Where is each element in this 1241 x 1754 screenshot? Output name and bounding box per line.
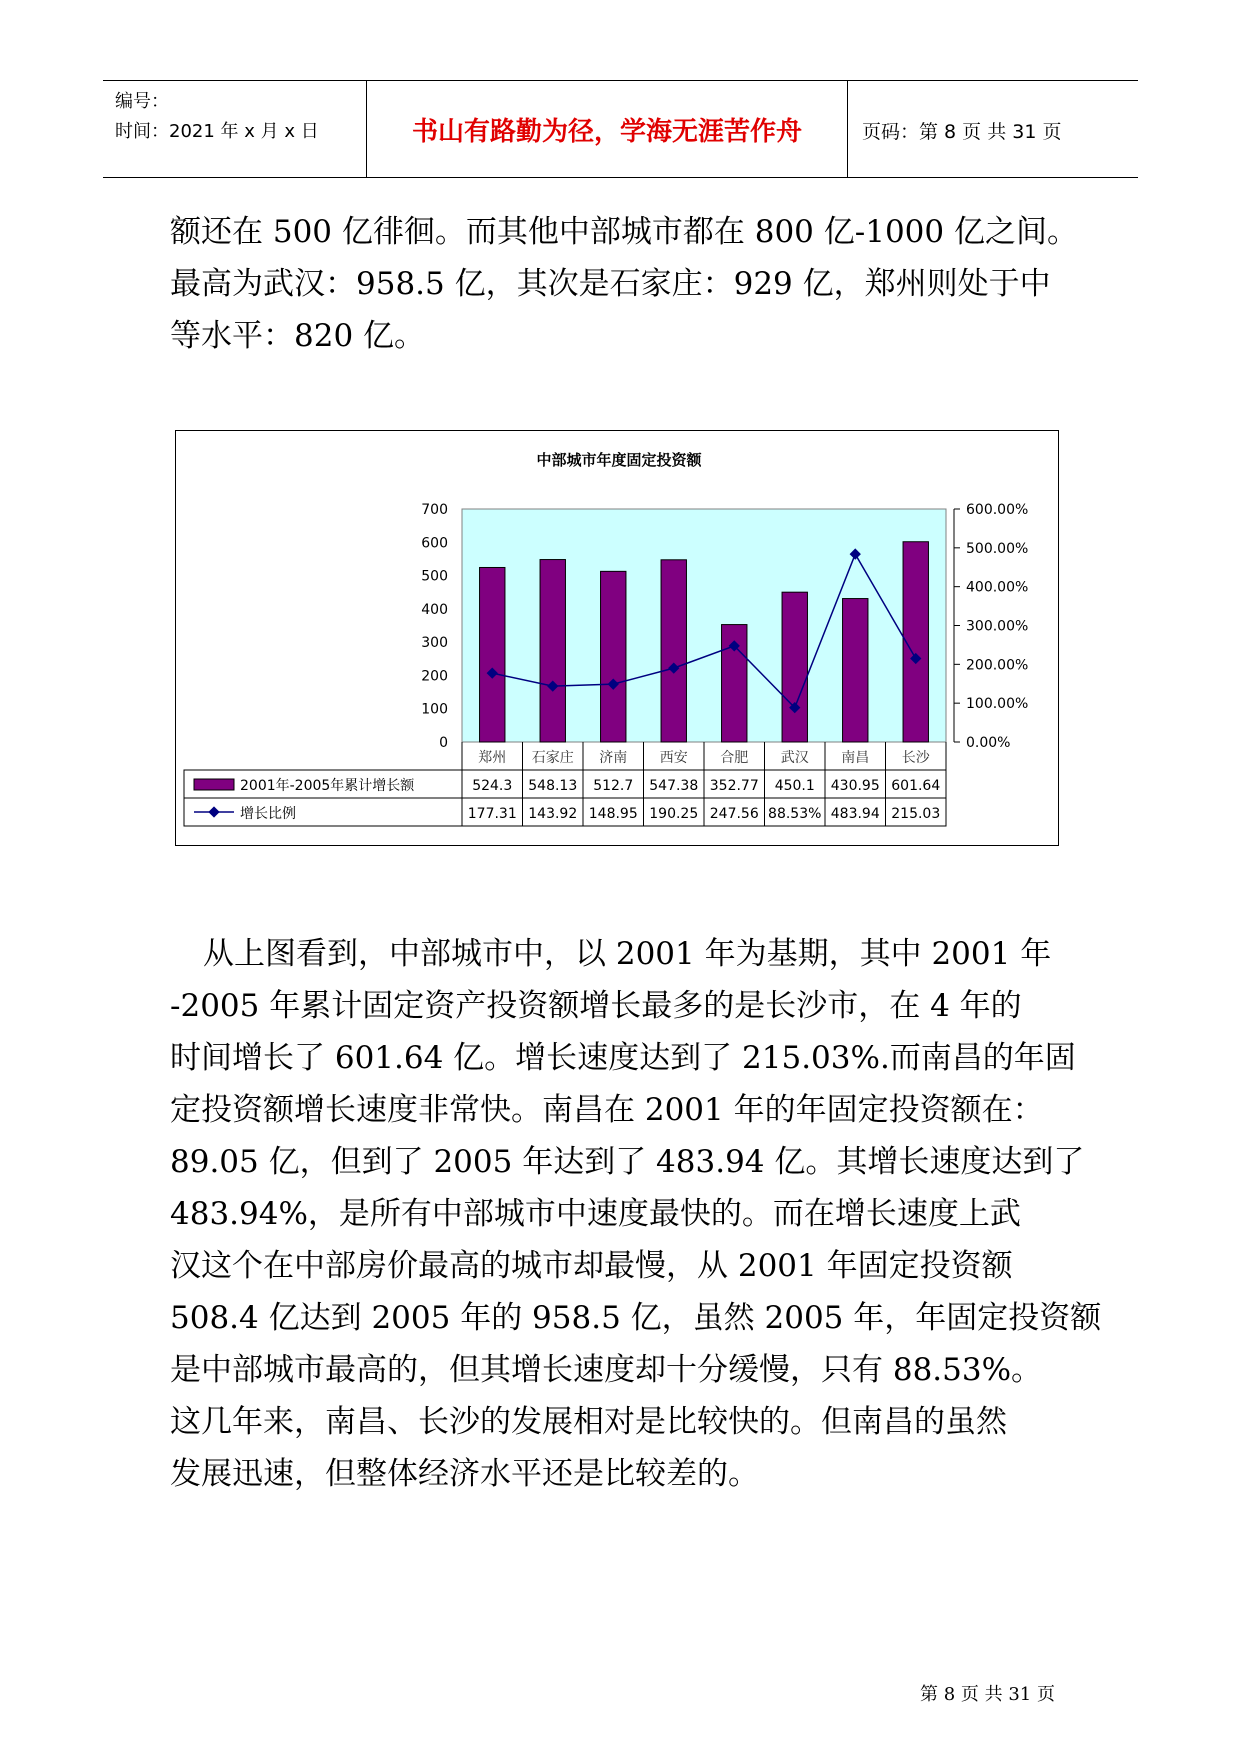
right-tick-label: 300.00% — [966, 618, 1029, 635]
serial-label: 编号： — [115, 91, 169, 112]
bar-value-label: 524.3 — [472, 778, 513, 794]
analysis-paragraph — [170, 928, 1102, 1500]
bar — [601, 571, 626, 742]
left-tick-label: 200 — [421, 668, 448, 685]
right-tick-label: 600.00% — [966, 502, 1029, 518]
bar-value-label: 547.38 — [649, 778, 699, 794]
text-line: 等水平：820 亿。 — [170, 318, 426, 354]
bar — [661, 560, 686, 742]
legend-line-marker — [208, 806, 219, 817]
left-tick-label: 700 — [421, 502, 448, 518]
category-label: 济南 — [599, 750, 628, 766]
page-footer: 第 8 页 共 31 页 — [920, 1684, 1055, 1705]
category-label: 合肥 — [720, 750, 749, 766]
legend-bar-label: 2001年-2005年累计增长额 — [240, 778, 415, 794]
line-value-label: 177.31 — [467, 806, 517, 822]
text-line: 483.94%，是所有中部城市中速度最快的。而在增长速度上武 — [170, 1196, 1021, 1232]
bar-value-label: 352.77 — [709, 778, 759, 794]
text-line: -2005 年累计固定资产投资额增长最多的是长沙市，在 4 年的 — [170, 988, 1022, 1024]
legend-line-label: 增长比例 — [240, 806, 296, 822]
bar-value-label: 548.13 — [528, 778, 578, 794]
left-tick-label: 300 — [421, 635, 448, 652]
left-tick-label: 100 — [421, 701, 448, 718]
header-page-cell — [848, 81, 1138, 177]
bar-value-label: 430.95 — [830, 778, 880, 794]
category-label: 武汉 — [780, 750, 809, 766]
text-line: 定投资额增长速度非常快。南昌在 2001 年的年固定投资额在： — [170, 1092, 1044, 1128]
page-info: 页码：第 8 页 共 31 页 — [862, 121, 1062, 143]
bar — [782, 592, 807, 742]
text-line: 508.4 亿达到 2005 年的 958.5 亿，虽然 2005 年，年固定投资额 — [170, 1300, 1102, 1336]
line-value-label: 247.56 — [709, 806, 759, 822]
category-label: 南昌 — [841, 750, 870, 766]
bar-value-label: 450.1 — [774, 778, 815, 794]
text-line: 这几年来，南昌、长沙的发展相对是比较快的。但南昌的虽然 — [170, 1404, 1007, 1440]
bar — [540, 560, 565, 742]
investment-chart — [175, 430, 1059, 846]
bar-value-label: 601.64 — [891, 778, 941, 794]
right-tick-label: 100.00% — [966, 696, 1029, 713]
line-value-label: 88.53% — [768, 806, 822, 822]
line-value-label: 143.92 — [528, 806, 578, 822]
text-line: 额还在 500 亿徘徊。而其他中部城市都在 800 亿-1000 亿之间。 — [170, 214, 1078, 250]
left-tick-label: 600 — [421, 535, 448, 552]
line-value-label: 215.03 — [891, 806, 941, 822]
line-value-label: 148.95 — [588, 806, 638, 822]
plot-area — [462, 509, 946, 742]
right-tick-label: 200.00% — [966, 657, 1029, 674]
text-line: 89.05 亿，但到了 2005 年达到了 483.94 亿。其增长速度达到了 — [170, 1144, 1085, 1180]
right-tick-label: 500.00% — [966, 540, 1029, 557]
text-line: 发展迅速，但整体经济水平还是比较差的。 — [170, 1456, 759, 1492]
right-tick-label: 0.00% — [966, 735, 1011, 751]
category-label: 西安 — [659, 750, 688, 766]
chart-title: 中部城市年度固定投资额 — [536, 451, 702, 469]
bar — [843, 599, 868, 742]
right-tick-label: 400.00% — [966, 579, 1029, 596]
text-line: 汉这个在中部房价最高的城市却最慢，从 2001 年固定投资额 — [170, 1248, 1013, 1284]
text-line: 最高为武汉：958.5 亿，其次是石家庄：929 亿，郑州则处于中 — [170, 266, 1051, 302]
time-label: 时间：2021 年 x 月 x 日 — [115, 121, 319, 142]
line-value-label: 483.94 — [830, 806, 880, 822]
intro-paragraph — [170, 206, 1090, 362]
line-value-label: 190.25 — [649, 806, 699, 822]
category-label: 郑州 — [478, 750, 507, 766]
text-line: 从上图看到，中部城市中，以 2001 年为基期，其中 2001 年 — [203, 936, 1052, 972]
category-label: 石家庄 — [531, 750, 574, 766]
header-motto-cell — [367, 81, 848, 177]
header-meta-cell — [103, 81, 367, 177]
chart-svg — [176, 431, 1058, 845]
category-label: 长沙 — [901, 750, 930, 766]
text-line: 是中部城市最高的，但其增长速度却十分缓慢，只有 88.53%。 — [170, 1352, 1043, 1388]
left-tick-label: 0 — [439, 735, 448, 751]
text-line: 时间增长了 601.64 亿。增长速度达到了 215.03%.而南昌的年固 — [170, 1040, 1076, 1076]
page-header — [103, 80, 1138, 178]
legend-bar-key — [194, 779, 234, 790]
left-tick-label: 500 — [421, 568, 448, 585]
bar — [480, 567, 505, 742]
bar-value-label: 512.7 — [593, 778, 634, 794]
left-tick-label: 400 — [421, 601, 448, 618]
motto: 书山有路勤为径，学海无涯苦作舟 — [411, 117, 802, 147]
